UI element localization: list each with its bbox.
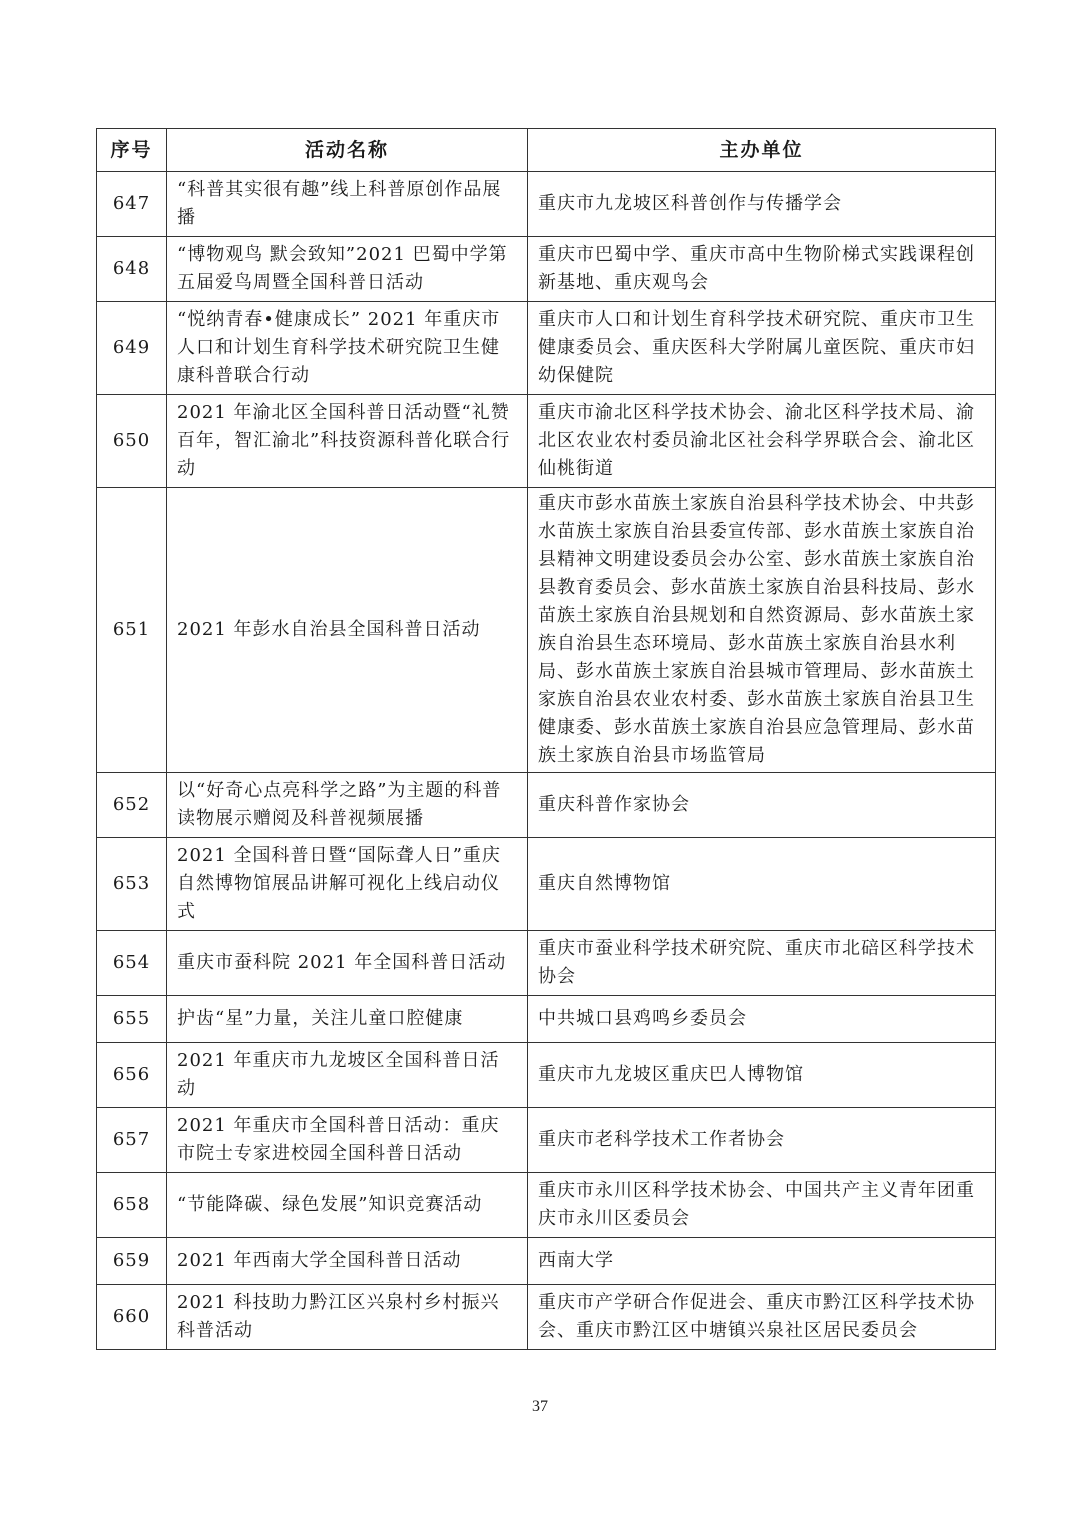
row-organizer: 中共城口县鸡鸣乡委员会 xyxy=(528,996,996,1043)
row-no: 655 xyxy=(97,996,167,1043)
row-activity-name: “博物观鸟 默会致知”2021 巴蜀中学第五届爱鸟周暨全国科普日活动 xyxy=(167,237,528,302)
table-row xyxy=(97,488,996,773)
row-activity-name: 2021 全国科普日暨“国际聋人日”重庆自然博物馆展品讲解可视化上线启动仪式 xyxy=(167,838,528,931)
row-activity-name: 2021 年重庆市全国科普日活动：重庆市院士专家进校园全国科普日活动 xyxy=(167,1108,528,1173)
row-activity-name: “悦纳青春•健康成长” 2021 年重庆市人口和计划生育科学技术研究院卫生健康科普联合行动 xyxy=(167,302,528,395)
row-organizer: 重庆市产学研合作促进会、重庆市黔江区科学技术协会、重庆市黔江区中塘镇兴泉社区居民委员会 xyxy=(528,1285,996,1350)
table-row xyxy=(97,1043,996,1108)
table-row xyxy=(97,931,996,996)
row-no: 654 xyxy=(97,931,167,996)
row-organizer: 重庆市九龙坡区科普创作与传播学会 xyxy=(528,172,996,237)
row-organizer: 重庆市渝北区科学技术协会、渝北区科学技术局、渝北区农业农村委员渝北区社会科学界联合会、渝北区仙桃街道 xyxy=(528,395,996,488)
page-number: 37 xyxy=(532,1398,548,1415)
table-row xyxy=(97,1285,996,1350)
row-no: 651 xyxy=(97,488,167,773)
row-activity-name: 护齿“星”力量，关注儿童口腔健康 xyxy=(167,996,528,1043)
row-no: 660 xyxy=(97,1285,167,1350)
table-row xyxy=(97,395,996,488)
table-row xyxy=(97,773,996,838)
row-activity-name: “科普其实很有趣”线上科普原创作品展播 xyxy=(167,172,528,237)
row-no: 649 xyxy=(97,302,167,395)
row-organizer: 重庆市九龙坡区重庆巴人博物馆 xyxy=(528,1043,996,1108)
row-no: 656 xyxy=(97,1043,167,1108)
row-no: 648 xyxy=(97,237,167,302)
row-organizer: 重庆科普作家协会 xyxy=(528,773,996,838)
row-organizer: 重庆自然博物馆 xyxy=(528,838,996,931)
table-row xyxy=(97,1238,996,1285)
row-organizer: 西南大学 xyxy=(528,1238,996,1285)
row-organizer: 重庆市老科学技术工作者协会 xyxy=(528,1108,996,1173)
row-no: 653 xyxy=(97,838,167,931)
row-no: 652 xyxy=(97,773,167,838)
table-row xyxy=(97,996,996,1043)
row-no: 658 xyxy=(97,1173,167,1238)
row-organizer: 重庆市永川区科学技术协会、中国共产主义青年团重庆市永川区委员会 xyxy=(528,1173,996,1238)
row-no: 647 xyxy=(97,172,167,237)
table-row xyxy=(97,237,996,302)
row-organizer: 重庆市蚕业科学技术研究院、重庆市北碚区科学技术协会 xyxy=(528,931,996,996)
header-organizer: 主办单位 xyxy=(528,129,996,172)
row-organizer: 重庆市彭水苗族土家族自治县科学技术协会、中共彭水苗族土家族自治县委宣传部、彭水苗族土家族自治县精神文明建设委员会办公室、彭水苗族土家族自治县教育委员会、彭水苗族土家族自治县科技局、彭水苗族土家族自治县规划和自然资源局、彭水苗族土家族自治县生态环境局、彭水苗族土家族自治县水利局、彭水苗族土家族自治县城市管理局、彭水苗族土家族自治县农业农村委、彭水苗族土家族自治县卫生健康委、彭水苗族土家族自治县应急管理局、彭水苗族土家族自治县市场监管局 xyxy=(528,488,996,773)
table-row xyxy=(97,1173,996,1238)
row-organizer: 重庆市人口和计划生育科学技术研究院、重庆市卫生健康委员会、重庆医科大学附属儿童医院、重庆市妇幼保健院 xyxy=(528,302,996,395)
table-row xyxy=(97,172,996,237)
table-header-row xyxy=(97,129,996,172)
row-activity-name: 2021 年重庆市九龙坡区全国科普日活动 xyxy=(167,1043,528,1108)
row-activity-name: 以“好奇心点亮科学之路”为主题的科普读物展示赠阅及科普视频展播 xyxy=(167,773,528,838)
activity-table xyxy=(96,128,996,1350)
row-no: 657 xyxy=(97,1108,167,1173)
table-row xyxy=(97,1108,996,1173)
row-no: 650 xyxy=(97,395,167,488)
row-activity-name: 重庆市蚕科院 2021 年全国科普日活动 xyxy=(167,931,528,996)
row-activity-name: “节能降碳、绿色发展”知识竞赛活动 xyxy=(167,1173,528,1238)
row-activity-name: 2021 年西南大学全国科普日活动 xyxy=(167,1238,528,1285)
table-row xyxy=(97,838,996,931)
row-activity-name: 2021 年彭水自治县全国科普日活动 xyxy=(167,488,528,773)
header-no: 序号 xyxy=(97,129,167,172)
row-activity-name: 2021 科技助力黔江区兴泉村乡村振兴科普活动 xyxy=(167,1285,528,1350)
row-activity-name: 2021 年渝北区全国科普日活动暨“礼赞百年，智汇渝北”科技资源科普化联合行动 xyxy=(167,395,528,488)
header-activity-name: 活动名称 xyxy=(167,129,528,172)
table-row xyxy=(97,302,996,395)
row-organizer: 重庆市巴蜀中学、重庆市高中生物阶梯式实践课程创新基地、重庆观鸟会 xyxy=(528,237,996,302)
row-no: 659 xyxy=(97,1238,167,1285)
